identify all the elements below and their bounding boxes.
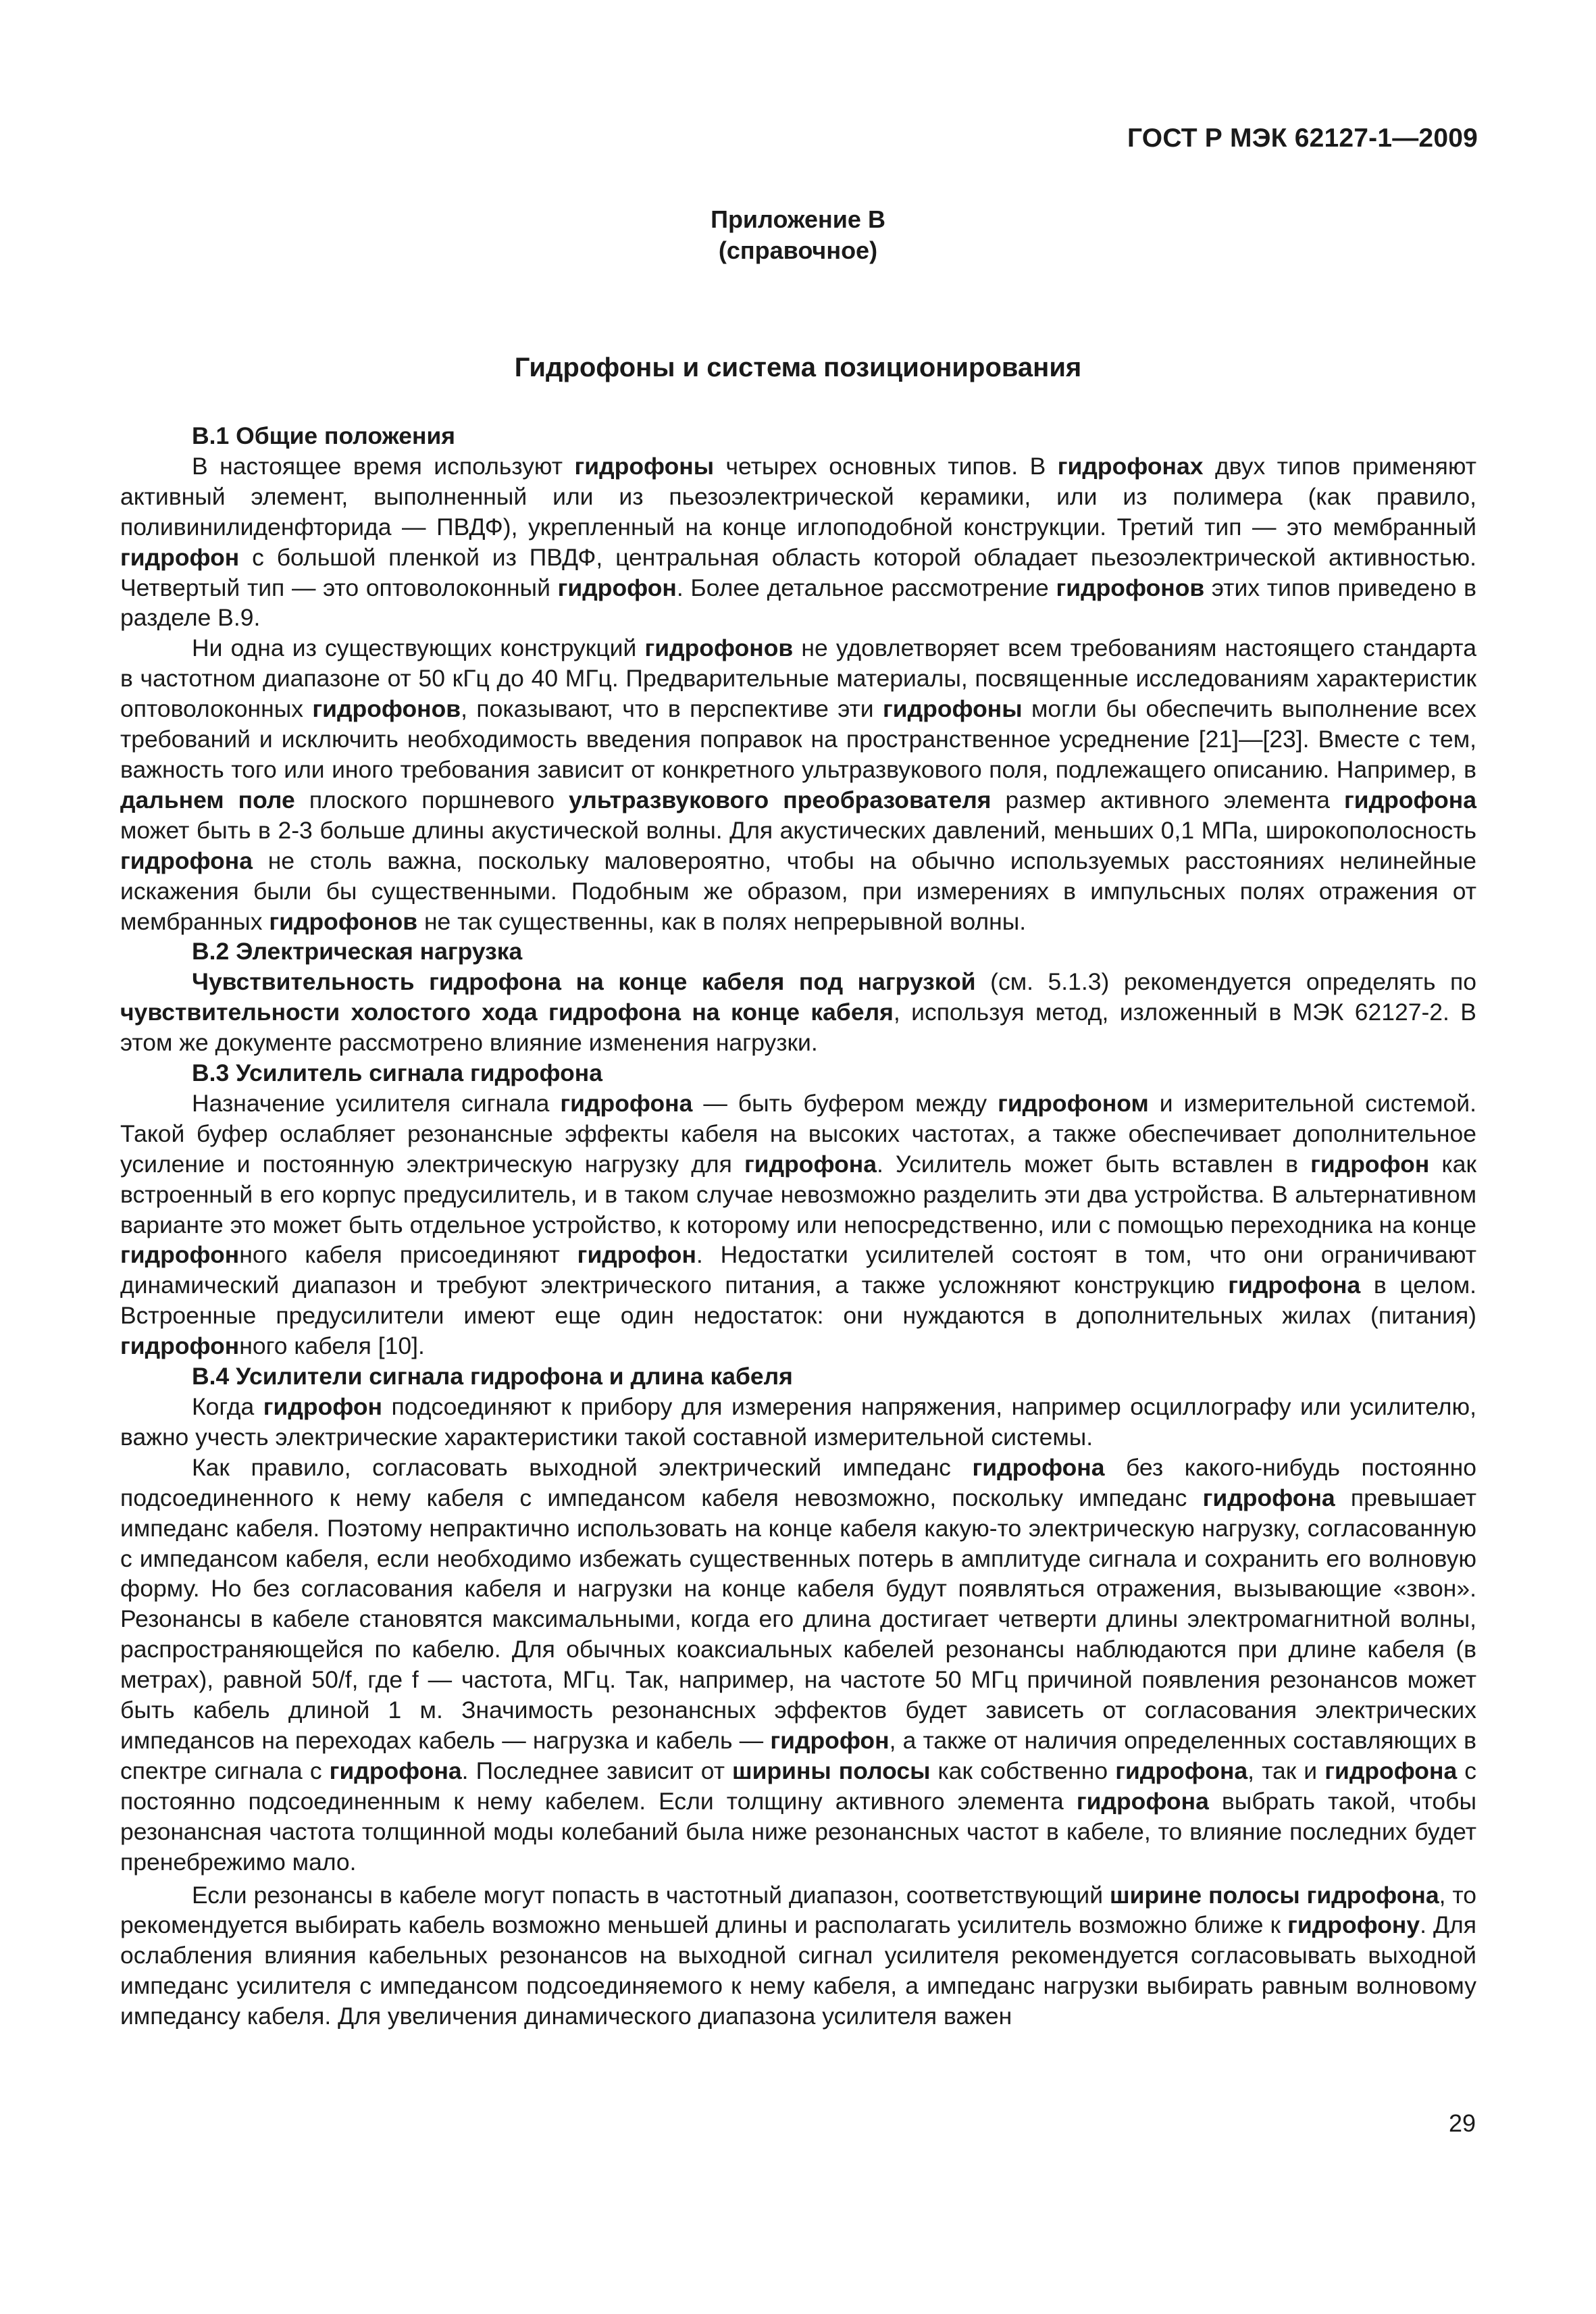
standard-code: ГОСТ Р МЭК 62127-1—2009 [1127, 124, 1478, 153]
bold-term: гидрофонов [1056, 574, 1205, 601]
bold-term: гидрофон [120, 1241, 240, 1269]
section-heading-b4: В.4 Усилители сигнала гидрофона и длина кабеля [192, 1363, 793, 1390]
bold-term: гидрофона [1115, 1757, 1248, 1784]
document-title: Гидрофоны и система позиционирования [514, 353, 1082, 382]
paragraph: Как правило, согласовать выходной электрический импеданс гидрофона без какого-нибудь постоянно подсоединенного к нему кабеля с импедансом кабеля невозможно, поскольку импеданс гидрофона превышает импеданс кабеля. Поэтому непрактично использовать на конце кабеля какую-то электрическую нагрузку, согласованную с импедансом кабеля, если необходимо избежать существенных потерь в амплитуде сигнала и сохранить его волновую форму. Но без согласования кабеля и нагрузки на конце кабеля будут появляться отражения, вызывающие «звон». Резонансы в кабеле становятся максимальными, когда его длина достигает четверти длины электромагнитной волны, распространяющейся по кабелю. Для обычных коаксиальных кабелей резонансы наблюдаются при длине кабеля (в метрах), равной 50/f, где f — частота, МГц. Так, например, на частоте 50 МГц причиной появления резонансов может быть кабель длиной 1 м. Значимость резонансных эффектов будет зависеть от согласования электрических импедансов на переходах кабель — нагрузка и кабель — гидрофон, а также от наличия определенных составляющих в спектре сигнала с гидрофона. Последнее зависит от ширины полосы как собственно гидрофона, так и гидрофона с постоянно подсоединенным к нему кабелем. Если толщину активного элемента гидрофона выбрать такой, чтобы резонансная частота толщинной моды колебаний была ниже резонансных частот в кабеле, то влияние последних будет пренебрежимо мало. [120, 1453, 1477, 1876]
bold-term: гидрофонов [269, 907, 418, 935]
bold-term: ширины полосы [732, 1757, 931, 1784]
bold-term: гидрофонах [1057, 452, 1204, 480]
bold-term: гидрофона [329, 1757, 462, 1784]
bold-term: гидрофон [577, 1241, 696, 1269]
bold-term: гидрофон [557, 574, 677, 601]
bold-term: гидрофон [770, 1726, 890, 1754]
section-heading-b2: В.2 Электрическая нагрузка [192, 938, 523, 965]
bold-term: гидрофонов [644, 634, 794, 662]
bold-term: гидрофона [120, 847, 253, 874]
bold-term: дальнем поле [120, 786, 295, 813]
bold-term: гидрофона [972, 1453, 1105, 1481]
bold-term: ультразвукового преобразователя [569, 786, 992, 813]
paragraph: Если резонансы в кабеле могут попасть в частотный диапазон, соответствующий ширине полосы гидрофона, то рекомендуется выбирать кабель возможно меньшей длины и располагать усилитель возможно ближе к гидрофону. Для ослабления влияния кабельных резонансов на выходной сигнал усилителя рекомендуется согласовывать выходной импеданс усилителя с импедансом подсоединяемого к нему кабеля, а импеданс нагрузки выбирать равным волновому импедансу кабеля. Для увеличения динамического диапазона усилителя важен [120, 1881, 1476, 2030]
bold-term: гидрофон [120, 543, 240, 571]
bold-term: гидрофон [263, 1393, 383, 1420]
paragraph: Ни одна из существующих конструкций гидрофонов не удовлетворяет всем требованиям настоящего стандарта в частотном диапазоне от 50 кГц до 40 МГц. Предварительные материалы, посвященные исследованиям характеристик оптоволоконных гидрофонов, показывают, что в перспективе эти гидрофоны могли бы обеспечить выполнение всех требований и исключить необходимость введения поправок на пространственное усреднение [21]—[23]. Вместе с тем, важность того или иного требования зависит от конкретного ультразвукового поля, подлежащего описанию. Например, в дальнем поле плоского поршневого ультразвукового преобразователя размер активного элемента гидрофона может быть в 2-3 больше длины акустической волны. Для акустических давлений, меньших 0,1 МПа, широкополосность гидрофона не столь важна, поскольку маловероятно, чтобы на обычно используемых расстояниях нелинейные искажения были бы существенными. Подобным же образом, при измерениях в импульсных полях отражения от мембранных гидрофонов не так существенны, как в полях непрерывной волны. [120, 634, 1476, 935]
bold-term: гидрофона [1202, 1484, 1335, 1511]
section-heading-b1: В.1 Общие положения [192, 422, 455, 449]
bold-term: гидрофон [1310, 1150, 1430, 1178]
bold-term: чувствительности холостого хода гидрофона на конце кабеля [120, 999, 894, 1026]
bold-term: гидрофона [1344, 786, 1476, 813]
bold-term: ширине полосы гидрофона [1110, 1881, 1439, 1909]
section-heading-b3: В.3 Усилитель сигнала гидрофона [192, 1059, 602, 1087]
bold-term: гидрофона [1076, 1787, 1209, 1815]
bold-term: гидрофона [560, 1089, 693, 1117]
paragraph: Назначение усилителя сигнала гидрофона — быть буфером между гидрофоном и измерительной системой. Такой буфер ослабляет резонансные эффекты кабеля на высоких частотах, а также обеспечивает дополнительное усиление и постоянную электрическую нагрузку для гидрофона. Усилитель может быть вставлен в гидрофон как встроенный в его корпус предусилитель, и в таком случае невозможно разделить эти два устройства. В альтернативном варианте это может быть отдельное устройство, к которому или непосредственно, или с помощью переходника на конце гидрофонного кабеля присоединяют гидрофон. Недостатки усилителей состоят в том, что они ограничивают динамический диапазон и требуют электрического питания, а также усложняют конструкцию гидрофона в целом. Встроенные предусилители имеют еще один недостаток: они нуждаются в дополнительных жилах (питания) гидрофонного кабеля [10]. [120, 1089, 1476, 1360]
page-number: 29 [1448, 2109, 1476, 2137]
bold-term: гидрофоном [998, 1089, 1149, 1117]
bold-term: Чувствительность гидрофона на конце кабеля под нагрузкой [192, 968, 976, 996]
bold-term: гидрофона [1324, 1757, 1458, 1784]
appendix-heading [0, 204, 1596, 266]
bold-term: гидрофон [120, 1332, 240, 1360]
paragraph: Когда гидрофон подсоединяют к прибору для измерения напряжения, например осциллографу или усилителю, важно учесть электрические характеристики такой составной измерительной системы. [120, 1393, 1476, 1451]
document-body [120, 421, 1476, 2032]
paragraph: Чувствительность гидрофона на конце кабеля под нагрузкой (см. 5.1.3) рекомендуется определять по чувствительности холостого хода гидрофона на конце кабеля, используя метод, изложенный в МЭК 62127-2. В этом же документе рассмотрено влияние изменения нагрузки. [120, 968, 1476, 1057]
appendix-title: Приложение В [711, 205, 885, 233]
bold-term: гидрофона [1228, 1272, 1361, 1299]
appendix-subtitle: (справочное) [718, 236, 878, 264]
bold-term: гидрофону [1287, 1911, 1420, 1939]
paragraph: В настоящее время используют гидрофоны четырех основных типов. В гидрофонах двух типов применяют активный элемент, выполненный или из пьезоэлектрической керамики, или из полимера (как правило, поливинилиденфторида — ПВДФ), укрепленный на конце иглоподобной конструкции. Третий тип — это мембранный гидрофон с большой пленкой из ПВДФ, центральная область которой обладает пьезоэлектрической активностью. Четвертый тип — это оптоволоконный гидрофон. Более детальное рассмотрение гидрофонов этих типов приведено в разделе В.9. [120, 452, 1477, 632]
bold-term: гидрофоны [574, 452, 715, 480]
bold-term: гидрофона [744, 1150, 877, 1178]
bold-term: гидрофонов [312, 695, 461, 723]
bold-term: гидрофоны [883, 695, 1023, 723]
